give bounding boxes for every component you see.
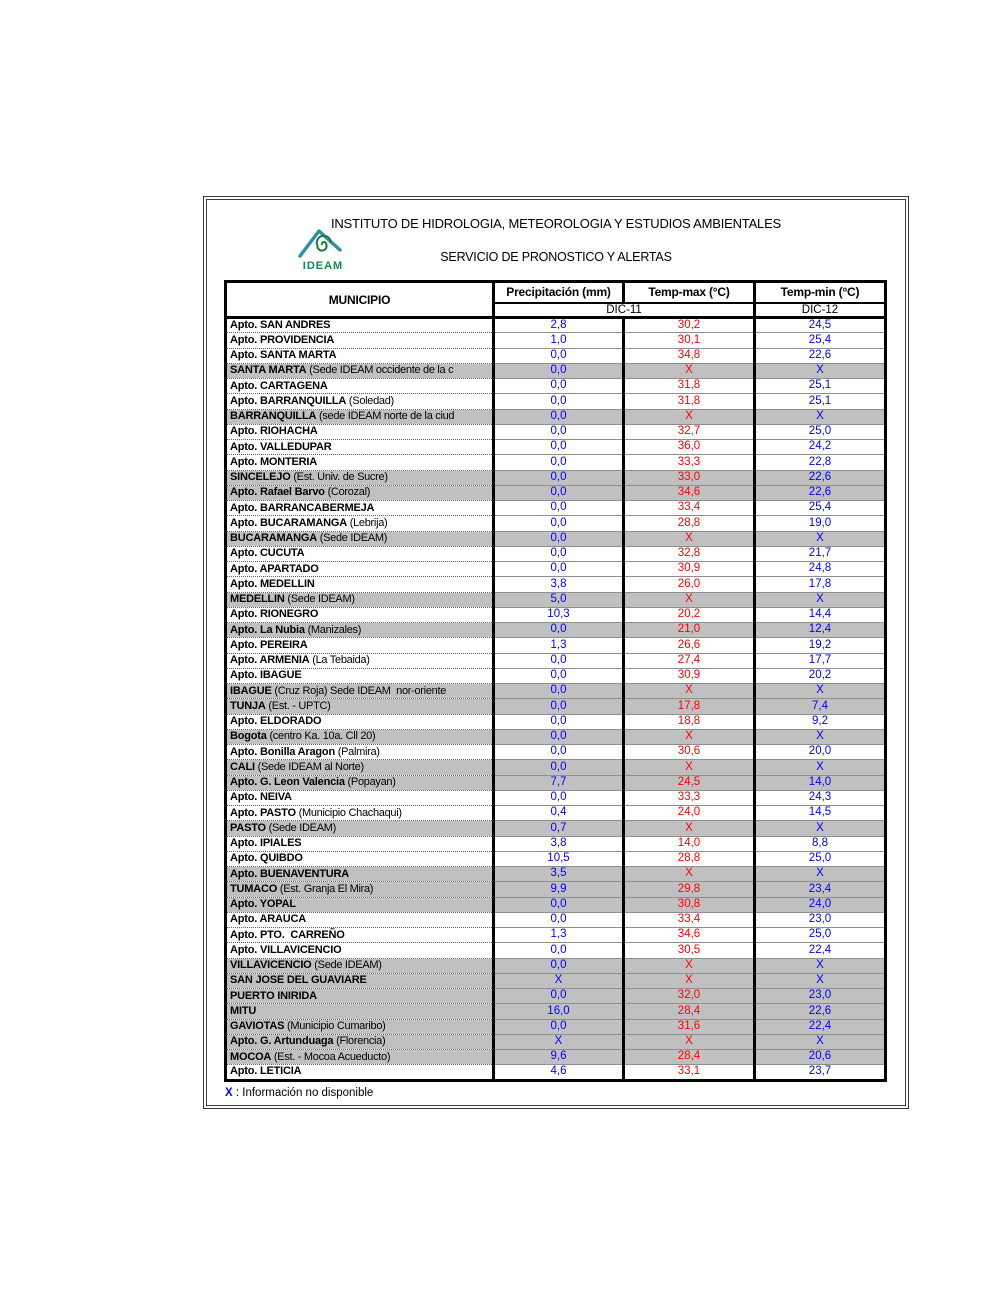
municipality-cell: Apto. BUCARAMANGA (Lebrija) [226, 516, 494, 531]
precipitation-cell: 5,0 [494, 592, 624, 607]
temp-min-cell: X [755, 729, 886, 744]
temp-max-cell: X [624, 531, 755, 546]
temp-max-cell: 17,8 [624, 699, 755, 714]
precipitation-cell: 0,0 [494, 348, 624, 363]
temp-min-cell: X [755, 684, 886, 699]
temp-max-cell: 31,8 [624, 379, 755, 394]
report-title: INSTITUTO DE HIDROLOGIA, METEOROLOGIA Y ESTUDIOS AMBIENTALES [330, 216, 782, 231]
table-row [226, 1050, 886, 1065]
municipality-cell: IBAGUE (Cruz Roja) Sede IDEAM nor-oriente [226, 684, 494, 699]
precipitation-cell: 0,0 [494, 485, 624, 500]
table-row [226, 516, 886, 531]
temp-min-cell: 25,1 [755, 394, 886, 409]
temp-min-cell: X [755, 973, 886, 988]
municipality-cell: Bogota (centro Ka. 10a. Cll 20) [226, 729, 494, 744]
temp-min-cell: 22,6 [755, 348, 886, 363]
temp-max-cell: 34,6 [624, 485, 755, 500]
precipitation-cell: 0,0 [494, 912, 624, 927]
temp-max-cell: 31,8 [624, 394, 755, 409]
municipality-cell: SANTA MARTA (Sede IDEAM occidente de la c [226, 363, 494, 378]
table-row [226, 897, 886, 912]
temp-max-cell: 30,9 [624, 668, 755, 683]
municipality-cell: Apto. BARRANQUILLA (Soledad) [226, 394, 494, 409]
ideam-logo-icon [295, 224, 351, 262]
municipality-cell: Apto. NEIVA [226, 790, 494, 805]
temp-max-cell: 33,3 [624, 455, 755, 470]
precipitation-cell: 0,0 [494, 760, 624, 775]
precipitation-cell: 16,0 [494, 1004, 624, 1019]
temp-max-cell: 33,3 [624, 790, 755, 805]
municipality-cell: Apto. G. Leon Valencia (Popayan) [226, 775, 494, 790]
table-row [226, 318, 886, 333]
temp-min-cell: 25,4 [755, 333, 886, 348]
temp-max-cell: 18,8 [624, 714, 755, 729]
temp-max-cell: 21,0 [624, 623, 755, 638]
table-row [226, 394, 886, 409]
temp-max-cell: X [624, 1034, 755, 1049]
table-row [226, 790, 886, 805]
precipitation-cell: 7,7 [494, 775, 624, 790]
table-row [226, 989, 886, 1004]
period-label-dic12: DIC-12 [755, 303, 886, 318]
municipality-cell: Apto. RIOHACHA [226, 424, 494, 439]
table-row [226, 455, 886, 470]
temp-min-cell: 14,4 [755, 607, 886, 622]
temp-max-cell: 30,6 [624, 745, 755, 760]
temp-min-cell: 22,4 [755, 943, 886, 958]
table-row [226, 348, 886, 363]
temp-min-cell: 22,6 [755, 470, 886, 485]
temp-min-cell: 23,0 [755, 989, 886, 1004]
precipitation-cell: 0,0 [494, 684, 624, 699]
precipitation-cell: 0,0 [494, 531, 624, 546]
temp-max-cell: 34,8 [624, 348, 755, 363]
precipitation-cell: 0,0 [494, 790, 624, 805]
temp-max-cell: 27,4 [624, 653, 755, 668]
precipitation-cell: 0,0 [494, 516, 624, 531]
temp-min-cell: 19,0 [755, 516, 886, 531]
temp-max-cell: 30,8 [624, 897, 755, 912]
table-row [226, 485, 886, 500]
column-header-municipio: MUNICIPIO [226, 282, 494, 318]
municipality-cell: Apto. PEREIRA [226, 638, 494, 653]
temp-min-cell: X [755, 592, 886, 607]
temp-min-cell: 9,2 [755, 714, 886, 729]
municipality-cell: Apto. VALLEDUPAR [226, 440, 494, 455]
table-row [226, 470, 886, 485]
precipitation-cell: 10,5 [494, 851, 624, 866]
table-row [226, 577, 886, 592]
table-row [226, 1004, 886, 1019]
table-row [226, 1065, 886, 1080]
temp-min-cell: X [755, 821, 886, 836]
table-row [226, 592, 886, 607]
temp-min-cell: 24,0 [755, 897, 886, 912]
pronostico-table [224, 280, 887, 1082]
table-row [226, 851, 886, 866]
table-row [226, 836, 886, 851]
precipitation-cell: 0,0 [494, 943, 624, 958]
precipitation-cell: 0,4 [494, 806, 624, 821]
municipality-cell: Apto. LETICIA [226, 1065, 494, 1080]
temp-min-cell: 20,2 [755, 668, 886, 683]
temp-min-cell: X [755, 867, 886, 882]
temp-min-cell: 24,2 [755, 440, 886, 455]
precipitation-cell: 0,0 [494, 379, 624, 394]
precipitation-cell: 9,6 [494, 1050, 624, 1065]
precipitation-cell: 0,0 [494, 546, 624, 561]
temp-max-cell: X [624, 363, 755, 378]
municipality-cell: Apto. BUENAVENTURA [226, 867, 494, 882]
precipitation-cell: 0,0 [494, 668, 624, 683]
municipality-cell: Apto. PTO. CARREÑO [226, 928, 494, 943]
temp-min-cell: 22,6 [755, 485, 886, 500]
temp-max-cell: 33,0 [624, 470, 755, 485]
precipitation-cell: 0,0 [494, 989, 624, 1004]
na-symbol: X [225, 1087, 233, 1099]
municipality-cell: Apto. La Nubia (Manizales) [226, 623, 494, 638]
ideam-logo [295, 224, 351, 272]
temp-min-cell: 24,8 [755, 562, 886, 577]
weather-table-body [226, 318, 886, 1081]
temp-max-cell: 32,0 [624, 989, 755, 1004]
municipality-cell: Apto. MONTERIA [226, 455, 494, 470]
municipality-cell: Apto. PASTO (Municipio Chachaqui) [226, 806, 494, 821]
municipality-cell: Apto. CARTAGENA [226, 379, 494, 394]
temp-min-cell: 25,0 [755, 928, 886, 943]
table-row [226, 958, 886, 973]
precipitation-cell: 0,0 [494, 440, 624, 455]
temp-max-cell: 26,0 [624, 577, 755, 592]
temp-max-cell: 29,8 [624, 882, 755, 897]
table-row [226, 424, 886, 439]
precipitation-cell: 1,3 [494, 928, 624, 943]
precipitation-cell: 3,5 [494, 867, 624, 882]
temp-min-cell: 25,1 [755, 379, 886, 394]
municipality-cell: VILLAVICENCIO (Sede IDEAM) [226, 958, 494, 973]
temp-min-cell: 23,0 [755, 912, 886, 927]
table-row [226, 1019, 886, 1034]
precipitation-cell: X [494, 1034, 624, 1049]
table-row [226, 912, 886, 927]
temp-max-cell: 28,8 [624, 516, 755, 531]
municipality-cell: Apto. ARAUCA [226, 912, 494, 927]
table-row [226, 882, 886, 897]
temp-min-cell: 24,3 [755, 790, 886, 805]
table-row [226, 943, 886, 958]
temp-max-cell: 24,5 [624, 775, 755, 790]
municipality-cell: Apto. PROVIDENCIA [226, 333, 494, 348]
municipality-cell: MEDELLIN (Sede IDEAM) [226, 592, 494, 607]
temp-max-cell: X [624, 592, 755, 607]
precipitation-cell: X [494, 973, 624, 988]
temp-min-cell: 21,7 [755, 546, 886, 561]
table-row [226, 714, 886, 729]
temp-max-cell: 33,1 [624, 1065, 755, 1080]
temp-max-cell: 26,6 [624, 638, 755, 653]
temp-min-cell: 22,8 [755, 455, 886, 470]
temp-max-cell: 20,2 [624, 607, 755, 622]
temp-max-cell: X [624, 409, 755, 424]
municipality-cell: Apto. ARMENIA (La Tebaida) [226, 653, 494, 668]
municipality-cell: Apto. G. Artunduaga (Florencia) [226, 1034, 494, 1049]
temp-max-cell: 30,9 [624, 562, 755, 577]
temp-max-cell: X [624, 821, 755, 836]
municipality-cell: Apto. QUIBDO [226, 851, 494, 866]
report-subtitle: SERVICIO DE PRONOSTICO Y ALERTAS [440, 250, 672, 264]
temp-max-cell: X [624, 684, 755, 699]
precipitation-cell: 0,0 [494, 745, 624, 760]
table-row [226, 867, 886, 882]
table-row [226, 760, 886, 775]
precipitation-cell: 9,9 [494, 882, 624, 897]
table-row [226, 729, 886, 744]
temp-min-cell: X [755, 760, 886, 775]
table-header [226, 282, 886, 318]
temp-max-cell: 32,7 [624, 424, 755, 439]
temp-min-cell: 14,5 [755, 806, 886, 821]
municipality-cell: Apto. SAN ANDRES [226, 318, 494, 333]
municipality-cell: Apto. MEDELLIN [226, 577, 494, 592]
temp-min-cell: X [755, 363, 886, 378]
municipality-cell: Apto. IBAGUE [226, 668, 494, 683]
table-row [226, 638, 886, 653]
municipality-cell: BARRANQUILLA (sede IDEAM norte de la ciud [226, 409, 494, 424]
table-row [226, 699, 886, 714]
precipitation-cell: 0,0 [494, 729, 624, 744]
ideam-logo-label: IDEAM [302, 260, 344, 272]
municipality-cell: Apto. ELDORADO [226, 714, 494, 729]
table-row [226, 745, 886, 760]
precipitation-cell: 0,0 [494, 897, 624, 912]
precipitation-cell: 0,0 [494, 455, 624, 470]
municipality-cell: MOCOA (Est. - Mocoa Acueducto) [226, 1050, 494, 1065]
temp-min-cell: 25,0 [755, 851, 886, 866]
table-row [226, 409, 886, 424]
table-row [226, 973, 886, 988]
temp-min-cell: 20,0 [755, 745, 886, 760]
precipitation-cell: 0,0 [494, 501, 624, 516]
table-row [226, 531, 886, 546]
municipality-cell: TUNJA (Est. - UPTC) [226, 699, 494, 714]
municipality-cell: TUMACO (Est. Granja El Mira) [226, 882, 494, 897]
municipality-cell: Apto. IPIALES [226, 836, 494, 851]
precipitation-cell: 0,0 [494, 394, 624, 409]
report-inner-frame [206, 199, 906, 1106]
table-row [226, 928, 886, 943]
precipitation-cell: 10,3 [494, 607, 624, 622]
municipality-cell: Apto. VILLAVICENCIO [226, 943, 494, 958]
precipitation-cell: 0,0 [494, 363, 624, 378]
municipality-cell: GAVIOTAS (Municipio Cumaribo) [226, 1019, 494, 1034]
precipitation-cell: 0,0 [494, 424, 624, 439]
temp-max-cell: 28,4 [624, 1004, 755, 1019]
precipitation-cell: 0,0 [494, 623, 624, 638]
municipality-cell: SAN JOSE DEL GUAVIARE [226, 973, 494, 988]
temp-min-cell: 22,6 [755, 1004, 886, 1019]
table-row [226, 684, 886, 699]
temp-min-cell: 23,4 [755, 882, 886, 897]
temp-min-cell: 25,0 [755, 424, 886, 439]
temp-min-cell: 14,0 [755, 775, 886, 790]
municipality-cell: MITU [226, 1004, 494, 1019]
report-container [203, 196, 909, 1109]
temp-min-cell: 23,7 [755, 1065, 886, 1080]
temp-max-cell: 31,6 [624, 1019, 755, 1034]
table-row [226, 440, 886, 455]
municipality-cell: Apto. Rafael Barvo (Corozal) [226, 485, 494, 500]
precipitation-cell: 1,3 [494, 638, 624, 653]
municipality-cell: Apto. BARRANCABERMEJA [226, 501, 494, 516]
temp-max-cell: X [624, 958, 755, 973]
temp-max-cell: 33,4 [624, 912, 755, 927]
precipitation-cell: 0,0 [494, 562, 624, 577]
table-row [226, 333, 886, 348]
table-row [226, 623, 886, 638]
footnote [225, 1087, 373, 1099]
precipitation-cell: 2,8 [494, 318, 624, 333]
temp-max-cell: 24,0 [624, 806, 755, 821]
temp-min-cell: 19,2 [755, 638, 886, 653]
municipality-cell: PASTO (Sede IDEAM) [226, 821, 494, 836]
table-row [226, 562, 886, 577]
table-row [226, 653, 886, 668]
table-row [226, 607, 886, 622]
precipitation-cell: 0,7 [494, 821, 624, 836]
table-row [226, 668, 886, 683]
precipitation-cell: 0,0 [494, 409, 624, 424]
column-header-precipitacion: Precipitación (mm) [494, 282, 624, 303]
table-row [226, 821, 886, 836]
temp-min-cell: 25,4 [755, 501, 886, 516]
temp-max-cell: 30,5 [624, 943, 755, 958]
precipitation-cell: 1,0 [494, 333, 624, 348]
municipality-cell: BUCARAMANGA (Sede IDEAM) [226, 531, 494, 546]
municipality-cell: CALI (Sede IDEAM al Norte) [226, 760, 494, 775]
temp-max-cell: X [624, 867, 755, 882]
table-row [226, 379, 886, 394]
temp-max-cell: 28,4 [624, 1050, 755, 1065]
period-label-dic11: DIC-11 [494, 303, 755, 318]
column-header-temp-min: Temp-min (°C) [755, 282, 886, 303]
precipitation-cell: 0,0 [494, 699, 624, 714]
temp-min-cell: 17,7 [755, 653, 886, 668]
temp-max-cell: X [624, 760, 755, 775]
table-row [226, 1034, 886, 1049]
temp-max-cell: 28,8 [624, 851, 755, 866]
temp-max-cell: X [624, 973, 755, 988]
temp-min-cell: 24,5 [755, 318, 886, 333]
municipality-cell: Apto. CUCUTA [226, 546, 494, 561]
temp-min-cell: 7,4 [755, 699, 886, 714]
temp-min-cell: X [755, 531, 886, 546]
footnote-text: : Información no disponible [235, 1087, 374, 1099]
temp-min-cell: 8,8 [755, 836, 886, 851]
temp-min-cell: X [755, 409, 886, 424]
municipality-cell: PUERTO INIRIDA [226, 989, 494, 1004]
municipality-cell: Apto. YOPAL [226, 897, 494, 912]
temp-max-cell: 36,0 [624, 440, 755, 455]
precipitation-cell: 3,8 [494, 836, 624, 851]
municipality-cell: Apto. RIONEGRO [226, 607, 494, 622]
precipitation-cell: 0,0 [494, 714, 624, 729]
temp-max-cell: 33,4 [624, 501, 755, 516]
precipitation-cell: 4,6 [494, 1065, 624, 1080]
temp-max-cell: 30,1 [624, 333, 755, 348]
table-row [226, 806, 886, 821]
temp-max-cell: X [624, 729, 755, 744]
temp-min-cell: 12,4 [755, 623, 886, 638]
temp-max-cell: 32,8 [624, 546, 755, 561]
temp-max-cell: 30,2 [624, 318, 755, 333]
municipality-cell: SINCELEJO (Est. Univ. de Sucre) [226, 470, 494, 485]
column-header-temp-max: Temp-max (°C) [624, 282, 755, 303]
temp-max-cell: 14,0 [624, 836, 755, 851]
precipitation-cell: 0,0 [494, 470, 624, 485]
precipitation-cell: 0,0 [494, 1019, 624, 1034]
precipitation-cell: 0,0 [494, 958, 624, 973]
municipality-cell: Apto. SANTA MARTA [226, 348, 494, 363]
temp-min-cell: X [755, 958, 886, 973]
temp-min-cell: 17,8 [755, 577, 886, 592]
temp-min-cell: X [755, 1034, 886, 1049]
table-row [226, 775, 886, 790]
municipality-cell: Apto. Bonilla Aragon (Palmira) [226, 745, 494, 760]
table-row [226, 363, 886, 378]
table-row [226, 546, 886, 561]
temp-min-cell: 20,6 [755, 1050, 886, 1065]
precipitation-cell: 3,8 [494, 577, 624, 592]
temp-max-cell: 34,6 [624, 928, 755, 943]
table-row [226, 501, 886, 516]
municipality-cell: Apto. APARTADO [226, 562, 494, 577]
precipitation-cell: 0,0 [494, 653, 624, 668]
temp-min-cell: 22,4 [755, 1019, 886, 1034]
